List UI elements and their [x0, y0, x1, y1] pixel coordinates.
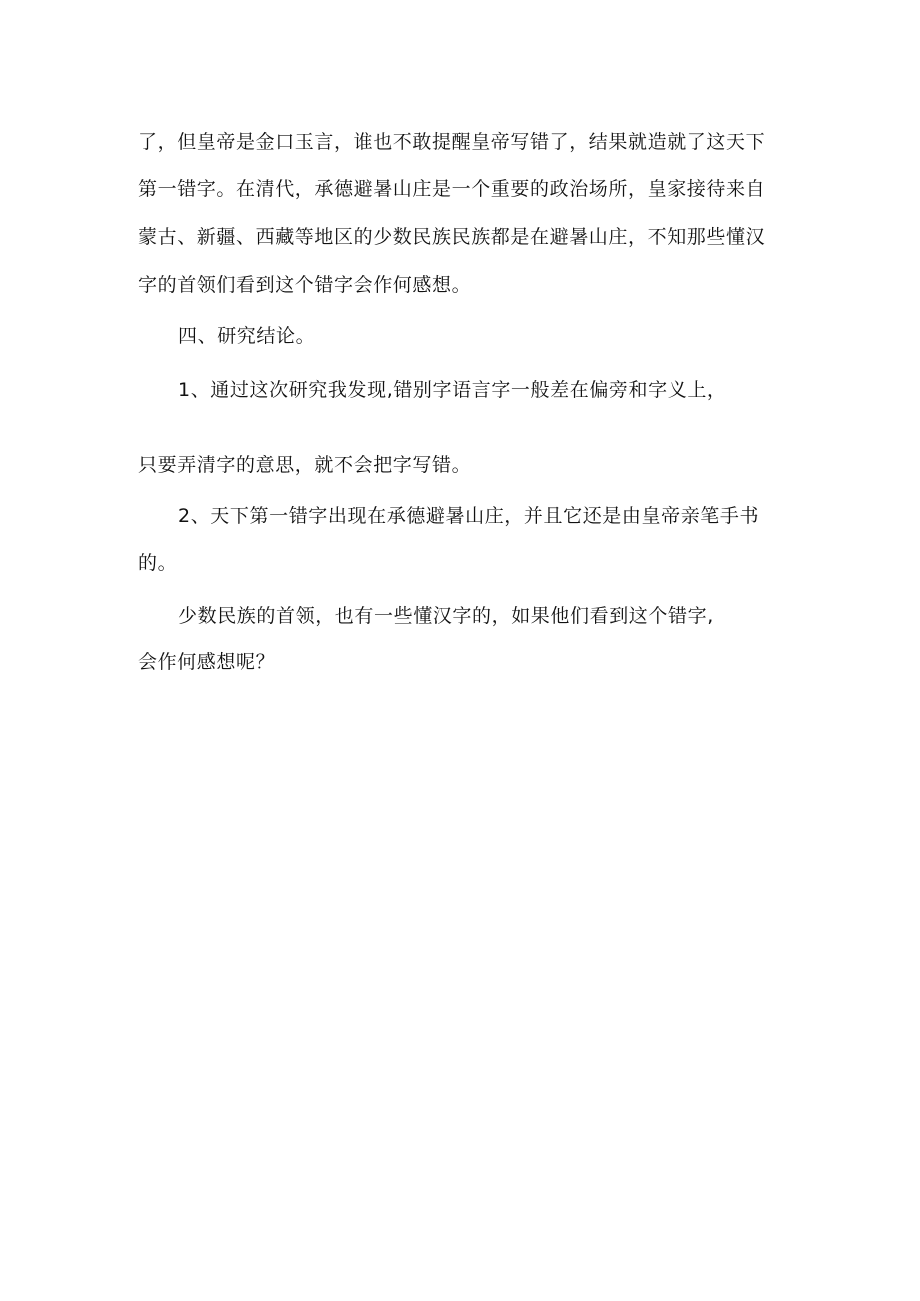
- paragraph-line-2: 第一错字。在清代，承德避暑山庄是一个重要的政治场所，皇家接待来自: [138, 178, 766, 200]
- conclusion-2-line-2: 的。: [138, 552, 178, 574]
- conclusion-1-line-2: 只要弄清字的意思，就不会把字写错。: [138, 454, 472, 476]
- conclusion-2-line-1: 2、天下第一错字出现在承德避暑山庄，并且它还是由皇帝亲笔手书: [178, 505, 760, 527]
- section-heading-conclusion: 四、研究结论。: [178, 325, 316, 347]
- closing-line-1: 少数民族的首领，也有一些懂汉字的，如果他们看到这个错字,: [178, 605, 714, 627]
- paragraph-line-1: 了，但皇帝是金口玉言，谁也不敢提醒皇帝写错了，结果就造就了这天下: [138, 131, 766, 153]
- conclusion-1-line-1: 1、通过这次研究我发现,错别字语言字一般差在偏旁和字义上，: [178, 379, 727, 401]
- paragraph-line-4: 字的首领们看到这个错字会作何感想。: [138, 274, 472, 296]
- closing-line-2: 会作何感想呢？: [138, 651, 276, 673]
- paragraph-line-3: 蒙古、新疆、西藏等地区的少数民族民族都是在避暑山庄，不知那些懂汉: [138, 226, 766, 248]
